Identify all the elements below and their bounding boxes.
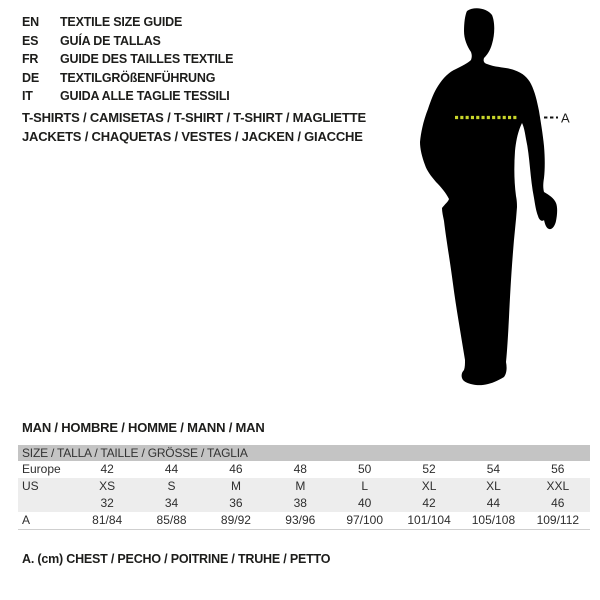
language-row-en: [22, 13, 233, 32]
size-cell: 89/92: [220, 513, 251, 527]
size-cell: 34: [164, 496, 179, 510]
table-row-a-chest: [18, 512, 590, 529]
garment-line-jackets: JACKETS / CHAQUETAS / VESTES / JACKEN / GIACCHE: [22, 128, 363, 144]
size-cell: 38: [293, 496, 307, 510]
size-cell: 105/108: [471, 513, 516, 527]
size-cell: 46: [229, 462, 243, 476]
row-label-us: US: [22, 479, 39, 493]
garment-line-tshirts: T-SHIRTS / CAMISETAS / T-SHIRT / T-SHIRT / MAGLIETTE: [22, 110, 366, 125]
language-row-de: [22, 69, 233, 88]
size-cell: XL: [486, 479, 501, 493]
language-title-de: TEXTILGRÖßENFÜHRUNG: [60, 70, 216, 85]
size-cell: 44: [486, 496, 501, 510]
size-cell: 93/96: [285, 513, 316, 527]
size-table-header: SIZE / TALLA / TAILLE / GRÖSSE / TAGLIA: [18, 445, 590, 461]
size-cell: 50: [358, 462, 372, 476]
measurement-footnote: A. (cm) CHEST / PECHO / POITRINE / TRUHE / PETTO: [22, 552, 331, 566]
size-cell: M: [230, 479, 241, 493]
size-cell: XS: [99, 479, 116, 493]
table-row-us-numbers: [18, 495, 590, 512]
size-cell: 40: [358, 496, 372, 510]
size-cell: 32: [100, 496, 114, 510]
size-cell: 109/112: [536, 513, 580, 527]
language-row-it: [22, 87, 233, 106]
size-cell: 46: [551, 496, 565, 510]
language-code-it: IT: [22, 89, 33, 104]
table-row-us-letters: [18, 478, 590, 495]
language-code-de: DE: [22, 70, 39, 85]
size-cell: L: [361, 479, 369, 493]
size-cell: 52: [422, 462, 436, 476]
size-cell: M: [295, 479, 306, 493]
language-title-fr: GUIDE DES TAILLES TEXTILE: [60, 52, 234, 67]
size-cell: 54: [486, 462, 501, 476]
language-row-es: [22, 32, 233, 51]
language-row-fr: [22, 50, 233, 69]
language-code-fr: FR: [22, 52, 39, 67]
table-row-europe: [18, 461, 590, 478]
size-cell: 85/88: [156, 513, 187, 527]
garment-types: [22, 109, 366, 146]
size-cell: 36: [229, 496, 243, 510]
size-cell: 81/84: [92, 513, 123, 527]
measure-label-a: A: [561, 110, 570, 126]
man-silhouette: [420, 8, 557, 385]
size-cell: S: [167, 479, 176, 493]
language-title-es: GUÍA DE TALLAS: [60, 33, 161, 48]
section-title-man: MAN / HOMBRE / HOMME / MANN / MAN: [22, 420, 265, 435]
size-cell: 101/104: [407, 513, 451, 527]
row-label-a: A: [22, 513, 31, 527]
size-cell: XL: [421, 479, 437, 493]
language-code-es: ES: [22, 33, 39, 48]
size-cell: 48: [293, 462, 307, 476]
size-cell: 42: [422, 496, 436, 510]
size-cell: XXL: [546, 479, 570, 493]
language-title-en: TEXTILE SIZE GUIDE: [60, 15, 183, 29]
language-title-it: GUIDA ALLE TAGLIE TESSILI: [60, 89, 230, 104]
size-cell: 44: [164, 462, 179, 476]
man-silhouette-figure: [400, 5, 575, 395]
row-label-empty: [18, 495, 75, 512]
size-cell: 56: [551, 462, 565, 476]
size-cell: 42: [100, 462, 114, 476]
row-label-europe: Europe: [22, 462, 61, 476]
size-cell: 97/100: [346, 513, 384, 527]
size-table: [18, 445, 590, 530]
language-list: [22, 13, 233, 106]
language-code-en: EN: [22, 15, 39, 29]
